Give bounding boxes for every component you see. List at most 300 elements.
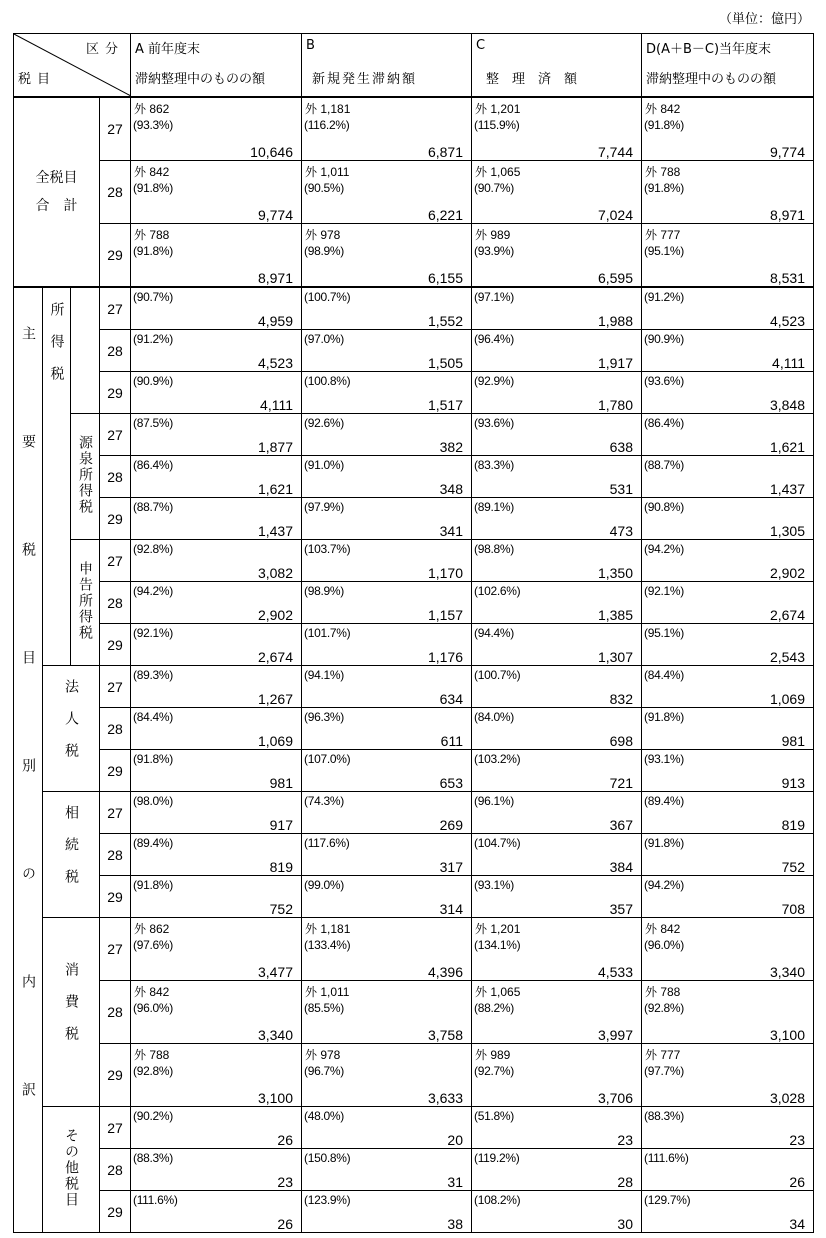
external-amount: 外 788 <box>134 1048 170 1062</box>
corporate-label <box>43 666 100 792</box>
amount-value: 6,595 <box>597 270 633 286</box>
value-cell <box>642 97 814 161</box>
ratio-percent: (92.8%) <box>644 1001 684 1015</box>
value-cell <box>302 540 472 582</box>
external-amount: 外 842 <box>134 985 170 999</box>
ratio-percent: (85.5%) <box>304 1001 344 1015</box>
ratio-percent: (134.1%) <box>474 938 521 952</box>
value-cell <box>642 1044 814 1107</box>
self_assessed-text: 申告所得税 <box>77 560 93 641</box>
value-cell <box>302 161 472 224</box>
amount-value: 3,997 <box>597 1027 633 1043</box>
value-cell <box>472 1107 642 1149</box>
year-cell: 27 <box>100 414 131 456</box>
value-cell <box>131 981 302 1044</box>
value-cell <box>472 750 642 792</box>
external-amount: 外 777 <box>645 228 681 242</box>
amount-value: 23 <box>277 1174 293 1190</box>
value-cell <box>131 414 302 456</box>
amount-value: 1,350 <box>597 565 633 581</box>
year-cell: 27 <box>100 1107 131 1149</box>
amount-value: 26 <box>277 1132 293 1148</box>
value-cell <box>472 981 642 1044</box>
value-cell <box>472 708 642 750</box>
ratio-percent: (84.0%) <box>474 710 514 724</box>
ratio-percent: (91.2%) <box>133 332 173 346</box>
value-cell <box>472 1149 642 1191</box>
value-cell <box>302 330 472 372</box>
year-cell: 27 <box>100 792 131 834</box>
ratio-percent: (90.2%) <box>133 1109 173 1123</box>
amount-value: 3,758 <box>427 1027 463 1043</box>
ratio-percent: (90.7%) <box>133 290 173 304</box>
ratio-percent: (90.7%) <box>474 181 514 195</box>
col-a-line2: 滞納整理中のものの額 <box>135 72 266 87</box>
value-cell <box>642 224 814 288</box>
year-cell: 28 <box>100 161 131 224</box>
value-cell <box>642 498 814 540</box>
value-cell <box>302 97 472 161</box>
table-row <box>14 414 814 456</box>
col-b-line1: B <box>306 38 315 53</box>
ratio-percent: (91.8%) <box>133 181 173 195</box>
table-row <box>14 876 814 918</box>
ratio-percent: (83.3%) <box>474 458 514 472</box>
ratio-percent: (93.6%) <box>474 416 514 430</box>
ratio-percent: (94.2%) <box>133 584 173 598</box>
amount-value: 721 <box>609 775 633 791</box>
value-cell <box>472 834 642 876</box>
value-cell <box>302 414 472 456</box>
external-amount: 外 989 <box>475 228 511 242</box>
year-cell: 29 <box>100 876 131 918</box>
amount-value: 8,971 <box>257 270 293 286</box>
ratio-percent: (97.0%) <box>304 332 344 346</box>
value-cell <box>131 498 302 540</box>
ratio-percent: (89.1%) <box>474 500 514 514</box>
table-row <box>14 97 814 161</box>
value-cell <box>131 1044 302 1107</box>
ratio-percent: (51.8%) <box>474 1109 514 1123</box>
ratio-percent: (133.4%) <box>304 938 351 952</box>
amount-value: 8,971 <box>769 207 805 223</box>
amount-value: 3,100 <box>257 1090 293 1106</box>
amount-value: 3,100 <box>769 1027 805 1043</box>
other-text: その他税目 <box>63 1127 79 1208</box>
amount-value: 819 <box>269 859 293 875</box>
external-amount: 外 1,011 <box>305 985 350 999</box>
value-cell <box>642 540 814 582</box>
amount-value: 6,221 <box>427 207 463 223</box>
ratio-percent: (100.8%) <box>304 374 351 388</box>
year-cell: 29 <box>100 1044 131 1107</box>
table-row <box>14 330 814 372</box>
ratio-percent: (91.8%) <box>644 181 684 195</box>
external-amount: 外 1,181 <box>305 922 351 936</box>
ratio-percent: (86.4%) <box>644 416 684 430</box>
value-cell <box>642 918 814 981</box>
value-cell <box>472 1044 642 1107</box>
table-row <box>14 981 814 1044</box>
ratio-percent: (96.3%) <box>304 710 344 724</box>
ratio-percent: (74.3%) <box>304 794 344 808</box>
col-b-line2: 新規発生滞納額 <box>312 72 418 87</box>
amount-value: 31 <box>447 1174 463 1190</box>
ratio-percent: (111.6%) <box>133 1193 178 1207</box>
external-amount: 外 978 <box>305 228 341 242</box>
header-corner <box>14 34 131 98</box>
table-row <box>14 161 814 224</box>
ratio-percent: (111.6%) <box>644 1151 689 1165</box>
value-cell <box>642 582 814 624</box>
ratio-percent: (96.4%) <box>474 332 514 346</box>
external-amount: 外 1,201 <box>475 102 521 116</box>
amount-value: 1,069 <box>257 733 293 749</box>
table-row <box>14 372 814 414</box>
amount-value: 1,621 <box>769 439 805 455</box>
header-col-b <box>302 34 472 98</box>
ratio-percent: (98.0%) <box>133 794 173 808</box>
amount-value: 367 <box>609 817 633 833</box>
amount-value: 4,523 <box>257 355 293 371</box>
external-amount: 外 862 <box>134 922 170 936</box>
table-row <box>14 224 814 288</box>
value-cell <box>302 1149 472 1191</box>
ratio-percent: (90.8%) <box>644 500 684 514</box>
value-cell <box>472 224 642 288</box>
amount-value: 832 <box>609 691 633 707</box>
all-tax-line2: 合 計 <box>35 198 78 214</box>
amount-value: 382 <box>439 439 463 455</box>
ratio-percent: (92.8%) <box>133 1064 173 1078</box>
inheritance-text: 相続税 <box>63 804 79 901</box>
ratio-percent: (93.1%) <box>644 752 684 766</box>
year-cell: 29 <box>100 372 131 414</box>
ratio-percent: (90.9%) <box>133 374 173 388</box>
year-cell: 29 <box>100 624 131 666</box>
income-tax-label <box>43 287 71 666</box>
ratio-percent: (96.0%) <box>644 938 684 952</box>
ratio-percent: (84.4%) <box>133 710 173 724</box>
ratio-percent: (88.3%) <box>644 1109 684 1123</box>
amount-value: 819 <box>781 817 805 833</box>
year-cell: 28 <box>100 708 131 750</box>
amount-value: 3,340 <box>769 964 805 980</box>
header-col-d <box>642 34 814 98</box>
external-amount: 外 777 <box>645 1048 681 1062</box>
value-cell <box>472 161 642 224</box>
amount-value: 2,674 <box>769 607 805 623</box>
amount-value: 23 <box>789 1132 805 1148</box>
ratio-percent: (117.6%) <box>304 836 350 850</box>
ratio-percent: (92.1%) <box>133 626 173 640</box>
ratio-percent: (119.2%) <box>474 1151 520 1165</box>
table-row <box>14 666 814 708</box>
amount-value: 314 <box>439 901 463 917</box>
ratio-percent: (103.7%) <box>304 542 351 556</box>
ratio-percent: (93.3%) <box>133 118 173 132</box>
delinquent-tax-table <box>13 33 814 1233</box>
table-row <box>14 792 814 834</box>
value-cell <box>642 666 814 708</box>
value-cell <box>302 582 472 624</box>
year-cell: 28 <box>100 1149 131 1191</box>
year-cell: 29 <box>100 224 131 288</box>
ratio-percent: (87.5%) <box>133 416 173 430</box>
value-cell <box>642 456 814 498</box>
amount-value: 1,176 <box>427 649 463 665</box>
ratio-percent: (100.7%) <box>474 668 521 682</box>
value-cell <box>472 876 642 918</box>
amount-value: 26 <box>277 1216 293 1232</box>
col-a-line1: A 前年度末 <box>135 42 201 57</box>
amount-value: 38 <box>447 1216 463 1232</box>
year-cell: 27 <box>100 540 131 582</box>
header-col-a <box>131 34 302 98</box>
value-cell <box>131 330 302 372</box>
amount-value: 1,780 <box>597 397 633 413</box>
amount-value: 2,902 <box>257 607 293 623</box>
amount-value: 6,155 <box>427 270 463 286</box>
ratio-percent: (97.6%) <box>133 938 173 952</box>
ratio-percent: (92.7%) <box>474 1064 514 1078</box>
col-c-line2: 整 理 済 額 <box>486 72 578 87</box>
value-cell <box>472 372 642 414</box>
value-cell <box>302 918 472 981</box>
value-cell <box>642 624 814 666</box>
value-cell <box>472 287 642 330</box>
year-cell: 27 <box>100 918 131 981</box>
amount-value: 708 <box>781 901 805 917</box>
amount-value: 6,871 <box>427 144 463 160</box>
table-row <box>14 834 814 876</box>
amount-value: 4,111 <box>260 397 293 413</box>
external-amount: 外 788 <box>645 985 681 999</box>
table-row <box>14 1149 814 1191</box>
col-d-line1: D(A＋B－C)当年度末 <box>646 42 772 57</box>
year-cell: 29 <box>100 498 131 540</box>
ratio-percent: (90.9%) <box>644 332 684 346</box>
amount-value: 473 <box>609 523 633 539</box>
ratio-percent: (129.7%) <box>644 1193 691 1207</box>
value-cell <box>642 981 814 1044</box>
ratio-percent: (94.4%) <box>474 626 514 640</box>
amount-value: 1,307 <box>597 649 633 665</box>
ratio-percent: (107.0%) <box>304 752 351 766</box>
external-amount: 外 1,181 <box>305 102 351 116</box>
year-cell: 28 <box>100 981 131 1044</box>
value-cell <box>131 540 302 582</box>
ratio-percent: (97.9%) <box>304 500 344 514</box>
inheritance-label <box>43 792 100 918</box>
value-cell <box>302 1107 472 1149</box>
amount-value: 3,340 <box>257 1027 293 1043</box>
value-cell <box>302 981 472 1044</box>
ratio-percent: (101.7%) <box>304 626 351 640</box>
amount-value: 30 <box>617 1216 633 1232</box>
ratio-percent: (95.1%) <box>644 626 684 640</box>
amount-value: 752 <box>269 901 293 917</box>
amount-value: 341 <box>439 523 463 539</box>
amount-value: 2,902 <box>769 565 805 581</box>
amount-value: 981 <box>269 775 293 791</box>
amount-value: 317 <box>439 859 463 875</box>
amount-value: 1,305 <box>769 523 805 539</box>
value-cell <box>302 498 472 540</box>
amount-value: 9,774 <box>769 144 805 160</box>
value-cell <box>131 582 302 624</box>
amount-value: 357 <box>609 901 633 917</box>
main-breakdown-text: 主要税目別の内訳 <box>20 326 36 1190</box>
ratio-percent: (97.1%) <box>474 290 514 304</box>
ratio-percent: (89.3%) <box>133 668 173 682</box>
amount-value: 8,531 <box>769 270 805 286</box>
external-amount: 外 1,065 <box>475 985 521 999</box>
ratio-percent: (88.7%) <box>644 458 684 472</box>
ratio-percent: (98.8%) <box>474 542 514 556</box>
amount-value: 10,646 <box>250 144 293 160</box>
value-cell <box>302 287 472 330</box>
col-c-line1: C <box>476 38 486 53</box>
ratio-percent: (116.2%) <box>304 118 350 132</box>
value-cell <box>302 1044 472 1107</box>
ratio-percent: (95.1%) <box>644 244 684 258</box>
amount-value: 1,170 <box>427 565 463 581</box>
ratio-percent: (98.9%) <box>304 244 344 258</box>
value-cell <box>302 666 472 708</box>
main-breakdown-label <box>14 287 43 1233</box>
value-cell <box>131 1107 302 1149</box>
amount-value: 1,552 <box>427 313 463 329</box>
external-amount: 外 788 <box>645 165 681 179</box>
value-cell <box>642 414 814 456</box>
amount-value: 1,157 <box>427 607 463 623</box>
consumption-text: 消費税 <box>63 962 79 1058</box>
corner-bottom-label: 税目 <box>18 72 57 87</box>
table-row <box>14 750 814 792</box>
year-cell: 28 <box>100 834 131 876</box>
amount-value: 611 <box>440 733 463 749</box>
amount-value: 917 <box>269 817 293 833</box>
value-cell <box>472 414 642 456</box>
value-cell <box>131 750 302 792</box>
ratio-percent: (88.7%) <box>133 500 173 514</box>
ratio-percent: (103.2%) <box>474 752 521 766</box>
amount-value: 269 <box>439 817 463 833</box>
ratio-percent: (90.5%) <box>304 181 344 195</box>
value-cell <box>302 224 472 288</box>
header-col-c <box>472 34 642 98</box>
table-row <box>14 287 814 330</box>
amount-value: 1,437 <box>257 523 293 539</box>
withholding-label <box>71 414 100 540</box>
value-cell <box>131 918 302 981</box>
year-cell: 27 <box>100 666 131 708</box>
ratio-percent: (150.8%) <box>304 1151 351 1165</box>
table-row <box>14 498 814 540</box>
ratio-percent: (96.1%) <box>474 794 514 808</box>
external-amount: 外 862 <box>134 102 170 116</box>
value-cell <box>642 1149 814 1191</box>
ratio-percent: (84.4%) <box>644 668 684 682</box>
amount-value: 531 <box>609 481 633 497</box>
year-cell: 28 <box>100 582 131 624</box>
year-cell: 28 <box>100 330 131 372</box>
ratio-percent: (94.2%) <box>644 542 684 556</box>
amount-value: 1,505 <box>427 355 463 371</box>
value-cell <box>131 624 302 666</box>
value-cell <box>642 708 814 750</box>
value-cell <box>642 287 814 330</box>
amount-value: 4,111 <box>772 355 805 371</box>
ratio-percent: (92.9%) <box>474 374 514 388</box>
amount-value: 9,774 <box>257 207 293 223</box>
external-amount: 外 978 <box>305 1048 341 1062</box>
amount-value: 3,848 <box>769 397 805 413</box>
value-cell <box>472 97 642 161</box>
ratio-percent: (97.7%) <box>644 1064 684 1078</box>
value-cell <box>472 456 642 498</box>
ratio-percent: (92.8%) <box>133 542 173 556</box>
value-cell <box>642 834 814 876</box>
ratio-percent: (88.2%) <box>474 1001 514 1015</box>
external-amount: 外 842 <box>134 165 170 179</box>
amount-value: 752 <box>781 859 805 875</box>
amount-value: 653 <box>439 775 463 791</box>
external-amount: 外 1,011 <box>305 165 350 179</box>
amount-value: 1,877 <box>257 439 293 455</box>
value-cell <box>642 750 814 792</box>
amount-value: 3,477 <box>257 964 293 980</box>
ratio-percent: (123.9%) <box>304 1193 351 1207</box>
value-cell <box>472 792 642 834</box>
ratio-percent: (115.9%) <box>474 118 520 132</box>
value-cell <box>472 582 642 624</box>
value-cell <box>472 918 642 981</box>
amount-value: 4,959 <box>257 313 293 329</box>
income-tax-spacer <box>71 287 100 414</box>
value-cell <box>642 372 814 414</box>
table-row <box>14 582 814 624</box>
unit-label: （単位：億円） <box>718 12 810 27</box>
amount-value: 638 <box>609 439 633 455</box>
consumption-label <box>43 918 100 1107</box>
amount-value: 1,437 <box>769 481 805 497</box>
year-cell: 28 <box>100 456 131 498</box>
value-cell <box>472 666 642 708</box>
value-cell <box>131 372 302 414</box>
amount-value: 2,674 <box>257 649 293 665</box>
amount-value: 981 <box>781 733 805 749</box>
value-cell <box>472 498 642 540</box>
value-cell <box>131 834 302 876</box>
ratio-percent: (104.7%) <box>474 836 521 850</box>
external-amount: 外 989 <box>475 1048 511 1062</box>
income-tax-text: 所得税 <box>48 302 65 398</box>
ratio-percent: (92.1%) <box>644 584 684 598</box>
value-cell <box>302 1191 472 1233</box>
table-row <box>14 624 814 666</box>
value-cell <box>302 372 472 414</box>
value-cell <box>131 456 302 498</box>
amount-value: 913 <box>781 775 805 791</box>
amount-value: 3,028 <box>769 1090 805 1106</box>
value-cell <box>472 540 642 582</box>
amount-value: 4,533 <box>597 964 633 980</box>
value-cell <box>302 750 472 792</box>
table-row <box>14 456 814 498</box>
value-cell <box>302 624 472 666</box>
